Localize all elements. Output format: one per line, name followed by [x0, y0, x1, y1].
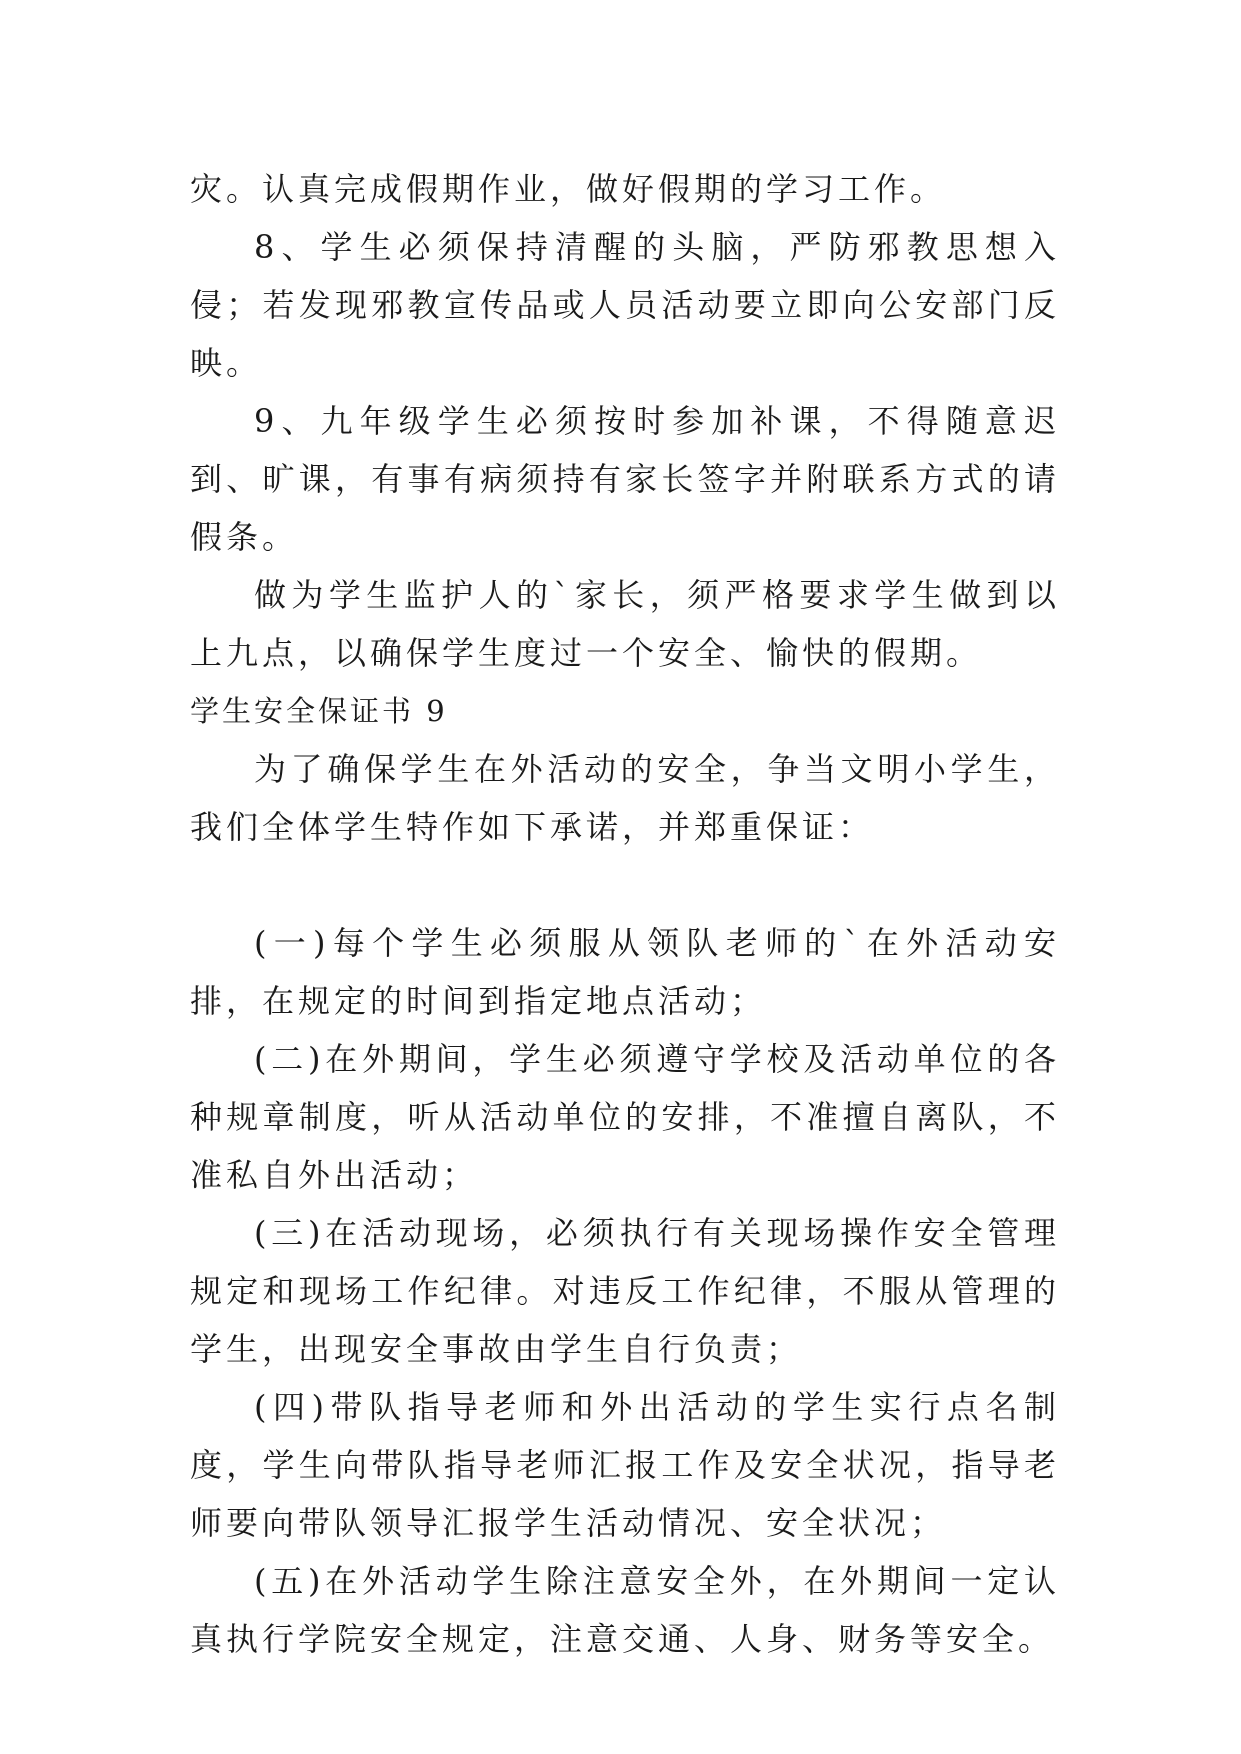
paragraph-item-8: 8、学生必须保持清醒的头脑，严防邪教思想入侵；若发现邪教宣传品或人员活动要立即向公安部门反映。 [190, 228, 1060, 382]
paragraph-intro: 为了确保学生在外活动的安全，争当文明小学生，我们全体学生特作如下承诺，并郑重保证： [190, 750, 1060, 846]
pledge-item-2: (二)在外期间，学生必须遵守学校及活动单位的各种规章制度，听从活动单位的安排，不准擅自离队，不准私自外出活动； [190, 1040, 1060, 1194]
paragraph-item-9: 9、九年级学生必须按时参加补课，不得随意迟到、旷课，有事有病须持有家长签字并附联系方式的请假条。 [190, 402, 1060, 556]
pledge-item-4: (四)带队指导老师和外出活动的学生实行点名制度，学生向带队指导老师汇报工作及安全状况，指导老师要向带队领导汇报学生活动情况、安全状况； [190, 1388, 1060, 1542]
pledge-item-3: (三)在活动现场，必须执行有关现场操作安全管理规定和现场工作纪律。对违反工作纪律，不服从管理的学生，出现安全事故由学生自行负责； [190, 1214, 1060, 1368]
section-title: 学生安全保证书 9 [190, 694, 448, 728]
pledge-item-5: (五)在外活动学生除注意安全外，在外期间一定认真执行学院安全规定，注意交通、人身、财务等安全。 [190, 1562, 1060, 1658]
pledge-item-1: (一)每个学生必须服从领队老师的`在外活动安排，在规定的时间到指定地点活动； [190, 924, 1060, 1020]
paragraph-continuation: 灾。认真完成假期作业，做好假期的学习工作。 [190, 170, 947, 208]
document-body [190, 160, 1060, 1668]
paragraph-parent-note: 做为学生监护人的`家长，须严格要求学生做到以上九点，以确保学生度过一个安全、愉快的假期。 [190, 576, 1060, 672]
blank-line [190, 856, 1060, 914]
